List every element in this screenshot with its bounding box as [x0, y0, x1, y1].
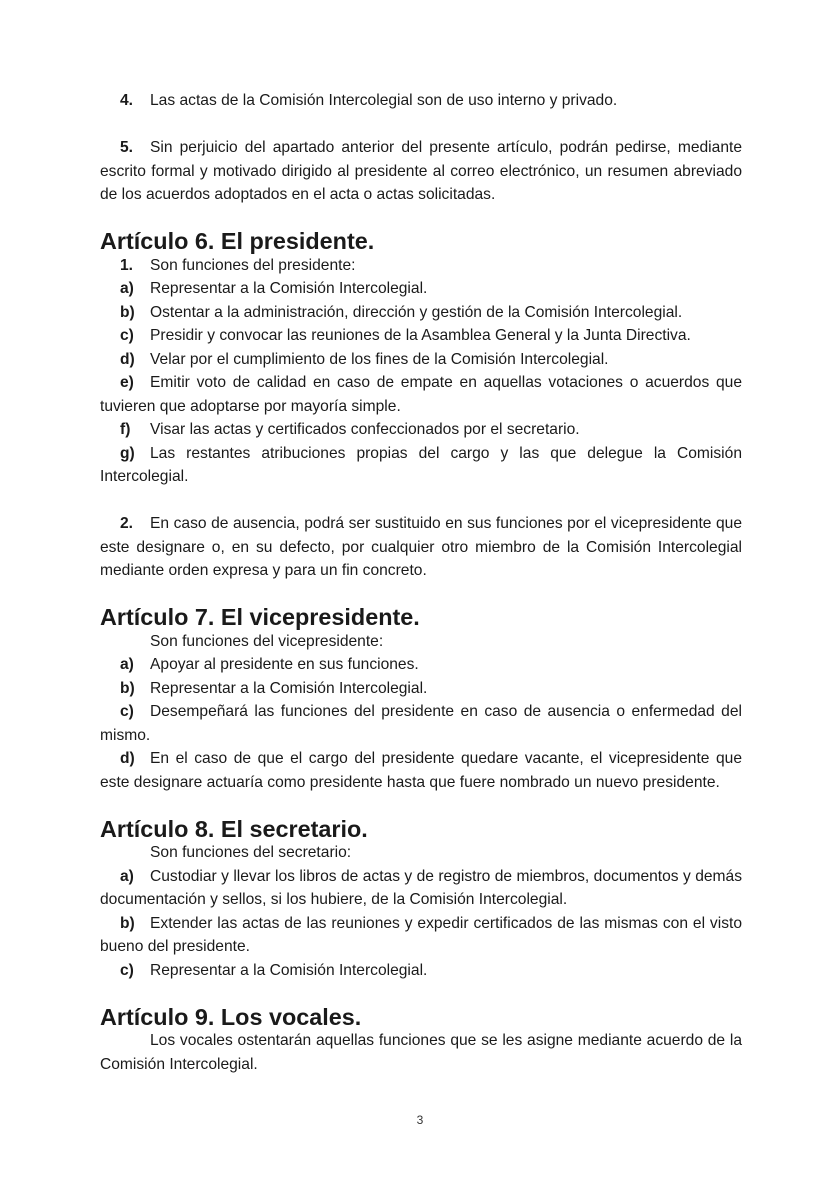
art6-item-c: [100, 324, 742, 348]
page-number: 3: [416, 1113, 424, 1127]
paragraph-item-5: [100, 136, 742, 207]
document-page: [100, 89, 742, 1076]
item-letter: d): [120, 750, 135, 767]
item-text: Emitir voto de calidad en caso de empate en aquellas votaciones o acuerdos que tuvieren que adoptarse por mayoría simple.: [100, 374, 742, 415]
art6-item-b: [100, 301, 742, 325]
item-number: 4.: [120, 92, 134, 109]
item-text: Son funciones del presidente:: [150, 256, 356, 274]
art7-item-b: [100, 677, 742, 701]
item-text: Las restantes atribuciones propias del cargo y las que delegue la Comisión Intercolegial.: [100, 444, 742, 485]
item-letter: a): [120, 867, 134, 885]
item-text: Ostentar a la administración, dirección y gestión de la Comisión Intercolegial.: [150, 303, 683, 321]
item-letter: c): [120, 327, 134, 344]
item-letter: f): [120, 421, 131, 438]
item-text: Representar a la Comisión Intercolegial.: [150, 280, 428, 297]
art8-item-a: [100, 865, 742, 912]
item-letter: a): [120, 656, 134, 673]
item-text: En caso de ausencia, podrá ser sustituido en sus funciones por el vicepresidente que este designare o, en su defecto, por cualquier otro miembro de la Comisión Intercolegial mediante orden expresa y para un fin concreto.: [100, 515, 742, 579]
art6-item-a: [100, 277, 742, 301]
art7-intro: Son funciones del vicepresidente:: [150, 632, 384, 650]
item-letter: b): [120, 303, 135, 321]
art6-item-d: [100, 348, 742, 372]
art6-item-g: [100, 442, 742, 489]
item-text: Representar a la Comisión Intercolegial.: [150, 961, 428, 979]
item-letter: c): [120, 961, 134, 979]
art6-item-1: [100, 254, 742, 278]
item-number: 2.: [120, 515, 134, 532]
art9-text: Los vocales ostentarán aquellas funciones que se les asigne mediante acuerdo de la Comisión Intercolegial.: [100, 1032, 742, 1073]
item-text: Sin perjuicio del apartado anterior del presente artículo, podrán pedirse, mediante escrito formal y motivado dirigido al presidente al correo electrónico, un resumen abreviado de los acuerdos adoptados en el acta o actas solicitadas.: [100, 139, 742, 203]
item-letter: g): [120, 444, 135, 462]
item-letter: e): [120, 374, 134, 391]
item-text: Las actas de la Comisión Intercolegial son de uso interno y privado.: [150, 92, 618, 109]
item-text: Custodiar y llevar los libros de actas y de registro de miembros, documentos y demás documentación y sellos, si los hubiere, de la Comisión Intercolegial.: [100, 867, 742, 908]
article-7-heading: Artículo 7. El vicepresidente.: [100, 604, 420, 630]
item-text: En el caso de que el cargo del presidente quedare vacante, el vicepresidente que este designare actuaría como presidente hasta que fuere nombrado un nuevo presidente.: [100, 750, 742, 791]
art7-item-a: [100, 653, 742, 677]
article-6-heading: Artículo 6. El presidente.: [100, 228, 375, 254]
item-number: 5.: [120, 139, 134, 156]
article-9-heading: Artículo 9. Los vocales.: [100, 1003, 362, 1030]
item-text: Visar las actas y certificados confeccionados por el secretario.: [150, 421, 580, 438]
art8-intro: Son funciones del secretario:: [150, 844, 352, 861]
art6-item-e: [100, 371, 742, 418]
item-text: Desempeñará las funciones del presidente en caso de ausencia o enfermedad del mismo.: [100, 703, 742, 744]
art6-item-f: [100, 418, 742, 442]
art6-item-2: [100, 512, 742, 583]
item-letter: b): [120, 679, 135, 697]
item-letter: b): [120, 914, 135, 932]
art8-item-b: [100, 912, 742, 959]
item-text: Velar por el cumplimiento de los fines de la Comisión Intercolegial.: [150, 350, 609, 368]
item-letter: c): [120, 703, 134, 720]
item-text: Apoyar al presidente en sus funciones.: [150, 656, 419, 673]
art7-item-d: [100, 747, 742, 794]
item-number: 1.: [120, 256, 134, 274]
item-text: Presidir y convocar las reuniones de la Asamblea General y la Junta Directiva.: [150, 327, 691, 344]
art7-item-c: [100, 700, 742, 747]
article-8-heading: Artículo 8. El secretario.: [100, 815, 368, 842]
item-letter: d): [120, 350, 135, 368]
item-text: Extender las actas de las reuniones y expedir certificados de las mismas con el visto bueno del presidente.: [100, 914, 742, 955]
art8-item-c: [100, 959, 742, 983]
item-letter: a): [120, 280, 134, 297]
paragraph-item-4: [100, 89, 742, 113]
item-text: Representar a la Comisión Intercolegial.: [150, 679, 428, 697]
